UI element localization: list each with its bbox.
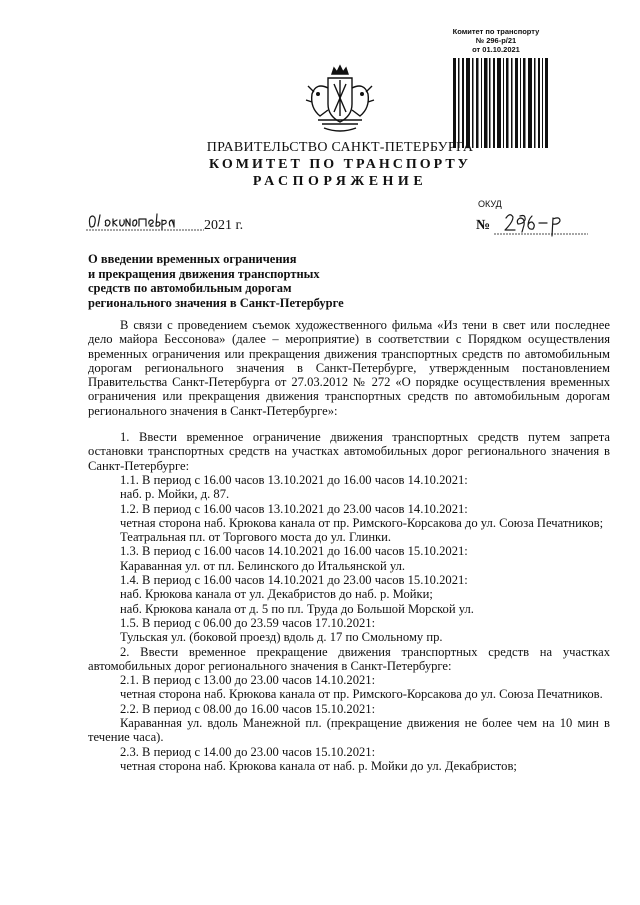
item-2: 2. Ввести временное прекращение движения транспортных средств на участках автомобильных дорог регионального значения в Санкт-Петербурге:	[88, 644, 610, 673]
document-header	[150, 140, 530, 190]
handwritten-date	[86, 210, 206, 232]
item-text: наб. Крюкова канала от д. 5 по пл. Труда до Большой Морской ул.	[120, 601, 474, 616]
committee-name: КОМИТЕТ ПО ТРАНСПОРТУ	[209, 157, 471, 172]
handwritten-number	[494, 208, 590, 238]
barcode-image	[453, 58, 549, 148]
title-line: средств по автомобильным дорогам	[88, 281, 292, 295]
item-text: наб. Крюкова канала от ул. Декабристов до наб. р. Мойки;	[120, 587, 433, 602]
stamp-line-2: № 296-р/21	[475, 36, 517, 45]
item-2-2: 2.2. В период с 08.00 до 16.00 часов 15.10.2021:	[120, 701, 376, 716]
title-line: регионального значения в Санкт-Петербурге	[88, 295, 344, 310]
document-title	[88, 252, 348, 310]
number-sign: №	[476, 218, 491, 233]
coat-of-arms-icon	[304, 64, 376, 134]
registration-stamp	[436, 27, 556, 54]
preamble-paragraph: В связи с проведением съемок художественного фильма «Из тени в свет или последнее дело майора Бессонова» (далее – мероприятие) в соответствии с Порядком осуществления временных ограничения или прекращения движения транспортных средств по автомобильным дорогам регионального значения в Санкт-Петербурге, утвержденным постановлением Правительства Санкт-Петербурга от 27.03.2012 № 272 «О порядке осуществления временных ограничения или прекращения движения транспортных средств по автомобильным дорогам регионального значения в Санкт-Петербурге»:	[88, 318, 610, 418]
item-1: 1. Ввести временное ограничение движения транспортных средств путем запрета остановки транспортных средств на участках автомобильных дорог регионального значения в Санкт-Петербурге:	[88, 430, 610, 473]
okud-label: ОКУД	[478, 199, 502, 209]
item-2-3: 2.3. В период с 14.00 до 23.00 часов 15.10.2021:	[120, 744, 376, 759]
item-1-5: 1.5. В период с 06.00 до 23.59 часов 17.10.2021:	[120, 615, 376, 630]
item-text: Караванная ул. от пл. Белинского до Итальянской ул.	[120, 558, 406, 573]
item-1-2: 1.2. В период с 16.00 часов 13.10.2021 до 23.00 часов 14.10.2021:	[120, 501, 468, 516]
title-line: О введении временных ограничения	[88, 252, 297, 266]
government-name: ПРАВИТЕЛЬСТВО САНКТ-ПЕТЕРБУРГА	[206, 140, 474, 155]
document-type: РАСПОРЯЖЕНИЕ	[252, 174, 428, 189]
item-1-4: 1.4. В период с 16.00 часов 14.10.2021 до 23.00 часов 15.10.2021:	[120, 573, 468, 588]
item-text: наб. р. Мойки, д. 87.	[120, 487, 230, 502]
item-2-1: 2.1. В период с 13.00 до 23.00 часов 14.10.2021:	[120, 673, 376, 688]
item-text: четная сторона наб. Крюкова канала от наб. р. Мойки до ул. Декабристов;	[120, 758, 517, 773]
item-text: четная сторона наб. Крюкова канала от пр. Римского-Корсакова до ул. Союза Печатников.	[120, 687, 603, 702]
item-1-3: 1.3. В период с 16.00 часов 14.10.2021 до 16.00 часов 15.10.2021:	[120, 544, 468, 559]
date-year: 2021 г.	[204, 218, 244, 233]
document-body	[88, 318, 610, 773]
item-text: Тульская ул. (боковой проезд) вдоль д. 17 по Смольному пр.	[120, 630, 443, 645]
stamp-line-1: Комитет по транспорту	[452, 27, 540, 36]
stamp-line-3: от 01.10.2021	[472, 45, 520, 54]
item-text: Театральная пл. от Торгового моста до ул. Глинки.	[120, 530, 392, 545]
item-text: четная сторона наб. Крюкова канала от пр. Римского-Корсакова до ул. Союза Печатников;	[120, 515, 604, 530]
item-text: Караванная ул. вдоль Манежной пл. (прекращение движения не более чем на 10 мин в течение часа).	[88, 716, 610, 745]
item-1-1: 1.1. В период с 16.00 часов 13.10.2021 до 16.00 часов 14.10.2021:	[120, 472, 468, 487]
title-line: и прекращения движения транспортных	[88, 266, 320, 281]
